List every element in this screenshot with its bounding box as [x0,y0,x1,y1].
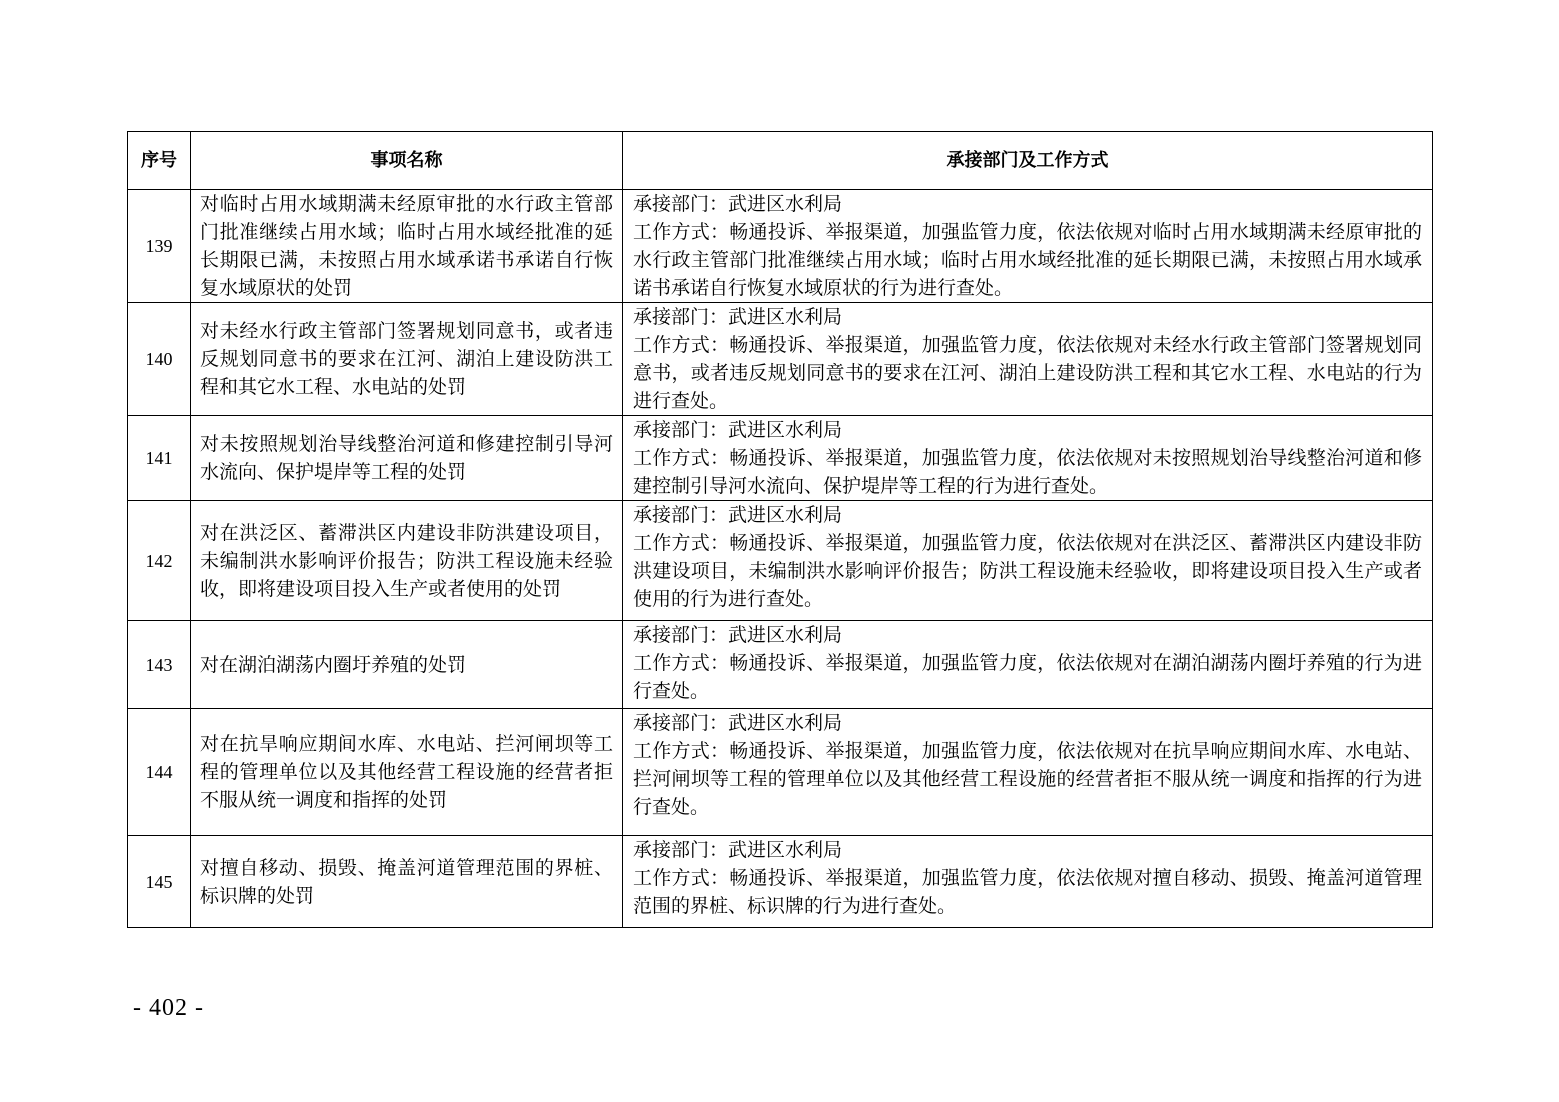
row-department-method [623,621,1433,709]
row-item-name: 对在湖泊湖荡内圈圩养殖的处罚 [191,621,623,709]
row-work-method: 工作方式：畅通投诉、举报渠道，加强监管力度，依法依规对未按照规划治导线整治河道和修建控制引导河水流向、保护堤岸等工程的行为进行查处。 [633,447,1422,497]
row-number: 139 [128,190,191,303]
header-item-name: 事项名称 [191,132,623,190]
row-work-method: 工作方式：畅通投诉、举报渠道，加强监管力度，依法依规对在抗旱响应期间水库、水电站、拦河闸坝等工程的管理单位以及其他经营工程设施的经营者拒不服从统一调度和指挥的行为进行查处。 [633,740,1422,818]
table-row [128,303,1433,416]
table-row [128,416,1433,501]
table-row [128,621,1433,709]
row-number: 142 [128,501,191,621]
header-department-method: 承接部门及工作方式 [623,132,1433,190]
table-row [128,709,1433,836]
row-department: 承接部门：武进区水利局 [633,839,843,861]
row-item-name: 对在洪泛区、蓄滞洪区内建设非防洪建设项目，未编制洪水影响评价报告；防洪工程设施未经验收，即将建设项目投入生产或者使用的处罚 [191,501,623,621]
header-serial-number: 序号 [128,132,191,190]
row-work-method: 工作方式：畅通投诉、举报渠道，加强监管力度，依法依规对擅自移动、损毁、掩盖河道管理范围的界桩、标识牌的行为进行查处。 [633,867,1422,917]
row-number: 144 [128,709,191,836]
table-row [128,190,1433,303]
row-work-method: 工作方式：畅通投诉、举报渠道，加强监管力度，依法依规对临时占用水域期满未经原审批的水行政主管部门批准继续占用水域；临时占用水域经批准的延长期限已满，未按照占用水域承诺书承诺自行恢复水域原状的行为进行查处。 [633,221,1422,299]
row-work-method: 工作方式：畅通投诉、举报渠道，加强监管力度，依法依规对在洪泛区、蓄滞洪区内建设非防洪建设项目，未编制洪水影响评价报告；防洪工程设施未经验收，即将建设项目投入生产或者使用的行为进行查处。 [633,532,1422,610]
row-work-method: 工作方式：畅通投诉、举报渠道，加强监管力度，依法依规对在湖泊湖荡内圈圩养殖的行为进行查处。 [633,652,1422,702]
row-department: 承接部门：武进区水利局 [633,193,843,215]
table-row [128,836,1433,928]
row-department: 承接部门：武进区水利局 [633,504,843,526]
table-header-row [128,132,1433,190]
row-department-method [623,501,1433,621]
row-department-method [623,709,1433,836]
row-department: 承接部门：武进区水利局 [633,712,843,734]
row-department-method [623,303,1433,416]
table-row [128,501,1433,621]
row-department: 承接部门：武进区水利局 [633,624,843,646]
row-work-method: 工作方式：畅通投诉、举报渠道，加强监管力度，依法依规对未经水行政主管部门签署规划同意书，或者违反规划同意书的要求在江河、湖泊上建设防洪工程和其它水工程、水电站的行为进行查处。 [633,334,1422,412]
items-table [127,131,1433,928]
row-department-method [623,190,1433,303]
row-item-name: 对在抗旱响应期间水库、水电站、拦河闸坝等工程的管理单位以及其他经营工程设施的经营者拒不服从统一调度和指挥的处罚 [191,709,623,836]
row-number: 141 [128,416,191,501]
row-item-name: 对临时占用水域期满未经原审批的水行政主管部门批准继续占用水域；临时占用水域经批准的延长期限已满，未按照占用水域承诺书承诺自行恢复水域原状的处罚 [191,190,623,303]
row-department-method [623,416,1433,501]
row-number: 145 [128,836,191,928]
row-item-name: 对未经水行政主管部门签署规划同意书，或者违反规划同意书的要求在江河、湖泊上建设防洪工程和其它水工程、水电站的处罚 [191,303,623,416]
row-number: 143 [128,621,191,709]
row-number: 140 [128,303,191,416]
row-department-method [623,836,1433,928]
row-department: 承接部门：武进区水利局 [633,306,843,328]
row-department: 承接部门：武进区水利局 [633,419,843,441]
row-item-name: 对未按照规划治导线整治河道和修建控制引导河水流向、保护堤岸等工程的处罚 [191,416,623,501]
page-number: - 402 - [133,995,204,1021]
row-item-name: 对擅自移动、损毁、掩盖河道管理范围的界桩、标识牌的处罚 [191,836,623,928]
